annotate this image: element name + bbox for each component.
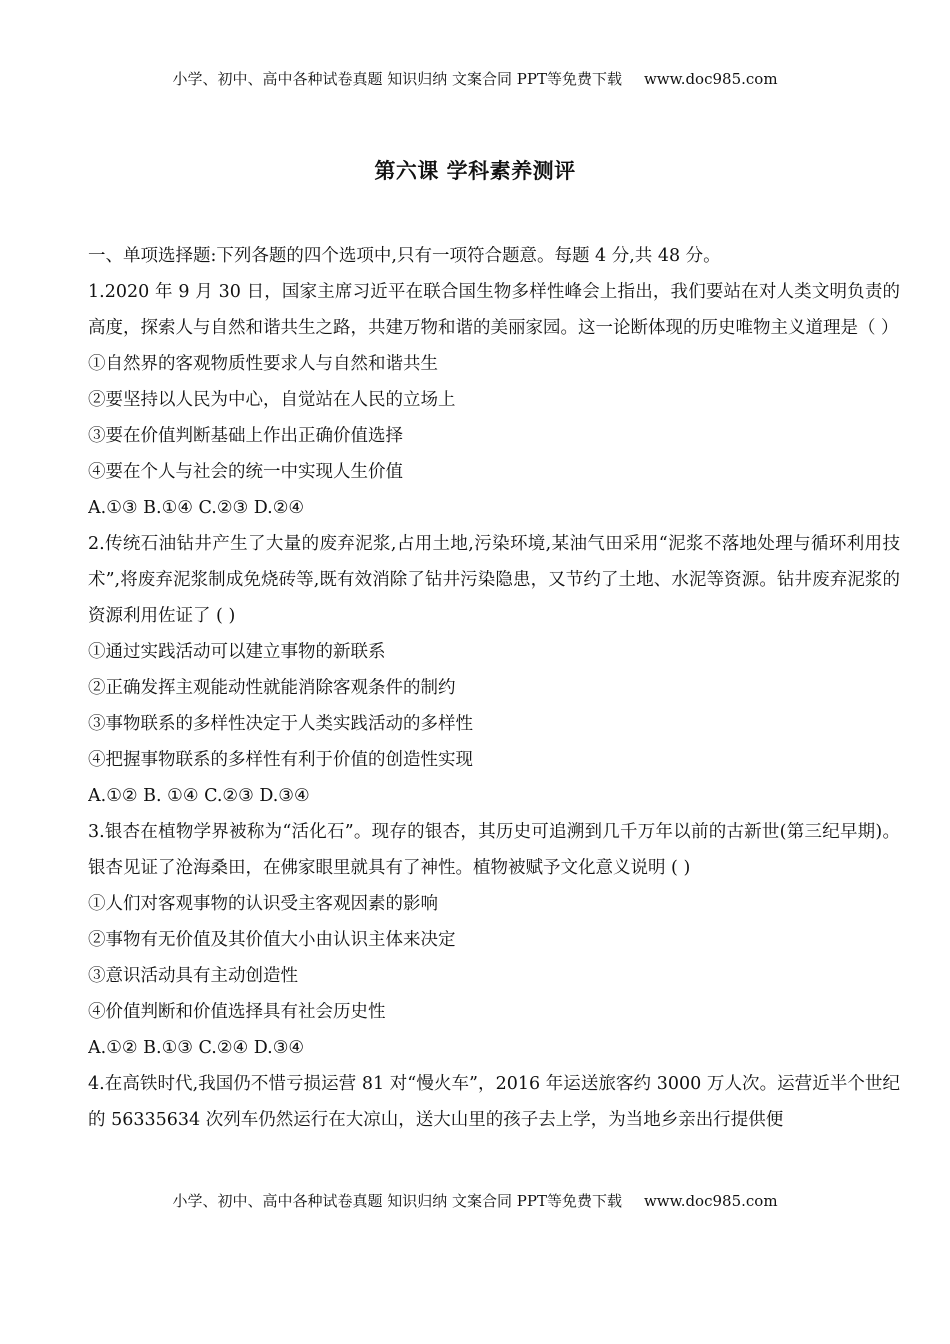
- page-header: [0, 68, 950, 89]
- header-text: 小学、初中、高中各种试卷真题 知识归纳 文案合同 PPT等免费下载: [172, 70, 622, 88]
- page-title: 第六课 学科素养测评: [374, 158, 576, 183]
- question-stem: 4.在高铁时代,我国仍不惜亏损运营 81 对“慢火车”，2016 年运送旅客约 3000 万人次。运营近半个世纪的 56335634 次列车仍然运行在大凉山，送大山里的孩子去上学，为当地乡亲出行提供便: [88, 1074, 900, 1130]
- answer-choices: A.①② B.①③ C.②④ D.③④: [88, 1038, 305, 1058]
- option-item: ④要在个人与社会的统一中实现人生价值: [88, 462, 403, 482]
- question-3: [88, 814, 900, 1066]
- footer-site-link[interactable]: www.doc985.com: [643, 1192, 778, 1210]
- footer-text: 小学、初中、高中各种试卷真题 知识归纳 文案合同 PPT等免费下载: [172, 1192, 622, 1210]
- page-footer: [0, 1190, 950, 1211]
- question-2: [88, 526, 900, 814]
- option-item: ③要在价值判断基础上作出正确价值选择: [88, 426, 403, 446]
- option-item: ①人们对客观事物的认识受主客观因素的影响: [88, 894, 438, 914]
- option-item: ①自然界的客观物质性要求人与自然和谐共生: [88, 354, 438, 374]
- option-item: ④价值判断和价值选择具有社会历史性: [88, 1002, 386, 1022]
- header-site-link[interactable]: www.doc985.com: [643, 70, 778, 88]
- option-item: ②事物有无价值及其价值大小由认识主体来决定: [88, 930, 456, 950]
- option-item: ③意识活动具有主动创造性: [88, 966, 298, 986]
- option-item: ①通过实践活动可以建立事物的新联系: [88, 642, 386, 662]
- option-item: ③事物联系的多样性决定于人类实践活动的多样性: [88, 714, 473, 734]
- option-item: ④把握事物联系的多样性有利于价值的创造性实现: [88, 750, 473, 770]
- section-heading: 一、单项选择题:下列各题的四个选项中,只有一项符合题意。每题 4 分,共 48 分。: [88, 246, 721, 266]
- question-1: [88, 274, 900, 526]
- question-stem: 3.银杏在植物学界被称为“活化石”。现存的银杏，其历史可追溯到几千万年以前的古新世(第三纪早期)。银杏见证了沧海桑田，在佛家眼里就具有了神性。植物被赋予文化意义说明 ( ): [88, 822, 900, 878]
- option-item: ②正确发挥主观能动性就能消除客观条件的制约: [88, 678, 456, 698]
- answer-choices: A.①③ B.①④ C.②③ D.②④: [88, 498, 305, 518]
- answer-choices: A.①② B. ①④ C.②③ D.③④: [88, 786, 310, 806]
- question-4: [88, 1066, 900, 1138]
- option-item: ②要坚持以人民为中心，自觉站在人民的立场上: [88, 390, 456, 410]
- document-body: [88, 238, 900, 1156]
- question-stem: 1.2020 年 9 月 30 日，国家主席习近平在联合国生物多样性峰会上指出，我们要站在对人类文明负责的高度，探索人与自然和谐共生之路，共建万物和谐的美丽家园。这一论断体现的历史唯物主义道理是（ ）: [88, 282, 900, 338]
- question-stem: 2.传统石油钻井产生了大量的废弃泥浆,占用土地,污染环境,某油气田采用“泥浆不落地处理与循环利用技术”,将废弃泥浆制成免烧砖等,既有效消除了钻井污染隐患，又节约了土地、水泥等资源。钻井废弃泥浆的资源利用佐证了 ( ): [88, 534, 900, 626]
